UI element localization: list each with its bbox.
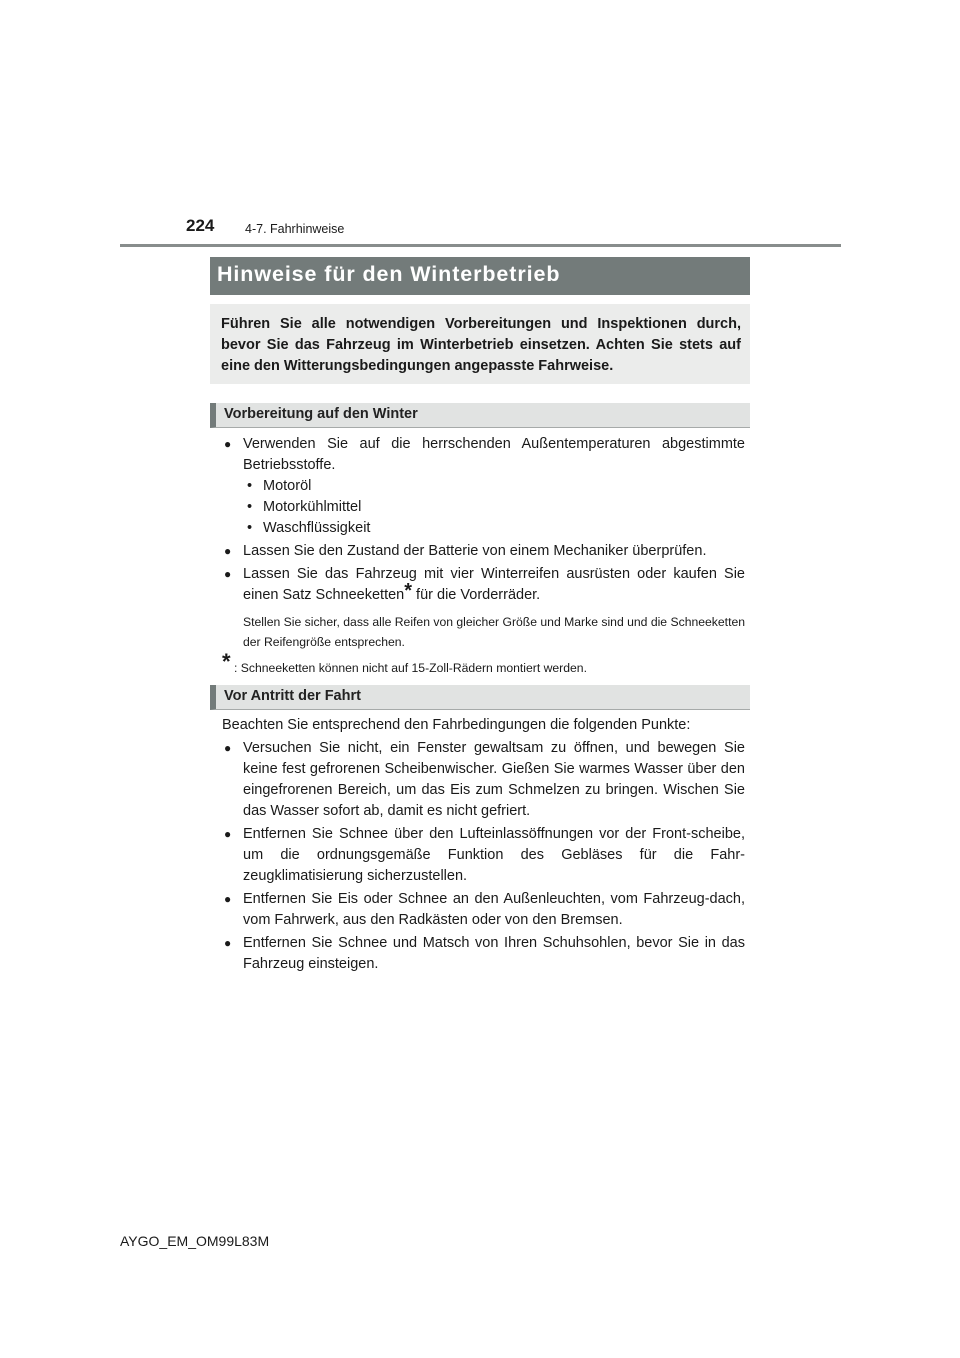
list-item — [222, 889, 745, 931]
footnote-text: : Schneeketten können nicht auf 15-Zoll-Rädern montiert werden. — [234, 661, 587, 675]
footnote — [222, 649, 745, 678]
bullet-text: Verwenden Sie auf die herrschenden Außentemperaturen abgestimmte Betriebsstoffe. — [243, 436, 745, 473]
bullet-icon: ● — [224, 827, 232, 841]
bullet-icon: ● — [224, 437, 232, 451]
bullet-icon: ● — [224, 936, 232, 950]
sublist-item: • Motorkühlmittel — [243, 497, 745, 518]
header-rule — [120, 244, 841, 247]
tire-note: Stellen Sie sicher, dass alle Reifen von gleicher Größe und Marke sind und die Schneeketten der Reifengröße entsprechen. — [243, 615, 746, 649]
section-heading-before-driving: Vor Antritt der Fahrt — [210, 685, 750, 710]
section-lead: Beachten Sie entsprechend den Fahrbedingungen die folgenden Punkte: — [222, 717, 691, 733]
sublist — [243, 476, 745, 539]
bullet-text-end: für die Vorderräder. — [412, 587, 541, 603]
footnote-star-icon: * — [404, 580, 413, 602]
page-number: 224 — [186, 216, 215, 235]
bullet-text: Lassen Sie den Zustand der Batterie von einem Mechaniker überprüfen. — [243, 543, 707, 559]
page-title: Hinweise für den Winterbetrieb — [210, 257, 750, 295]
subbullet-icon: • — [247, 499, 253, 515]
bullet-text: Versuchen Sie nicht, ein Fenster gewaltsam zu öffnen, und bewegen Sie keine fest gefrorenen Scheibenwischer. Gießen Sie warmes Wasser über den eingefrorenen Bereich, um das Eis zum Schmelzen zu bringen. Wischen Sie das Wasser sofort ab, damit es nicht gefriert. — [243, 740, 745, 819]
bullet-text: Entfernen Sie Schnee über den Lufteinlassöffnungen vor der Front-scheibe, um die ordnungsgemäße Funktion des Gebläses für die Fahr-zeugklimatisierung sicherzustellen. — [243, 826, 745, 884]
list-item — [222, 541, 745, 562]
model-code: AYGO_EM_OM99L83M — [120, 1233, 270, 1249]
bullet-icon: ● — [224, 567, 232, 581]
list-item — [222, 434, 745, 539]
list-item — [222, 824, 745, 887]
chapter-label: 4-7. Fahrhinweise — [245, 222, 345, 236]
intro-box: Führen Sie alle notwendigen Vorbereitungen und Inspektionen durch, bevor Sie das Fahrzeug im Winterbetrieb einsetzen. Achten Sie stets auf eine den Witterungsbedingungen angepasste Fahrweise. — [210, 304, 750, 384]
section-winter-prep-content — [222, 434, 745, 678]
section-before-driving-content — [222, 715, 745, 977]
footnote-star-icon: * — [222, 649, 231, 674]
section-heading-winter-prep: Vorbereitung auf den Winter — [210, 403, 750, 428]
list-item — [222, 738, 745, 822]
sublist-item: • Waschflüssigkeit — [243, 518, 745, 539]
bullet-text: Entfernen Sie Schnee und Matsch von Ihren Schuhsohlen, bevor Sie in das Fahrzeug einsteigen. — [243, 935, 745, 972]
bullet-icon: ● — [224, 892, 232, 906]
bullet-text: Entfernen Sie Eis oder Schnee an den Außenleuchten, vom Fahrzeug-dach, vom Fahrwerk, aus den Radkästen oder von den Bremsen. — [243, 891, 745, 928]
subbullet-icon: • — [247, 520, 253, 536]
bullet-icon: ● — [224, 544, 232, 558]
subbullet-icon: • — [247, 478, 253, 494]
sublist-item: • Motoröl — [243, 476, 745, 497]
bullet-text: Lassen Sie das Fahrzeug mit vier Winterreifen ausrüsten oder kaufen Sie einen Satz Schneeketten — [243, 566, 745, 603]
list-item — [222, 564, 745, 606]
list-item — [222, 933, 745, 975]
bullet-icon: ● — [224, 741, 232, 755]
